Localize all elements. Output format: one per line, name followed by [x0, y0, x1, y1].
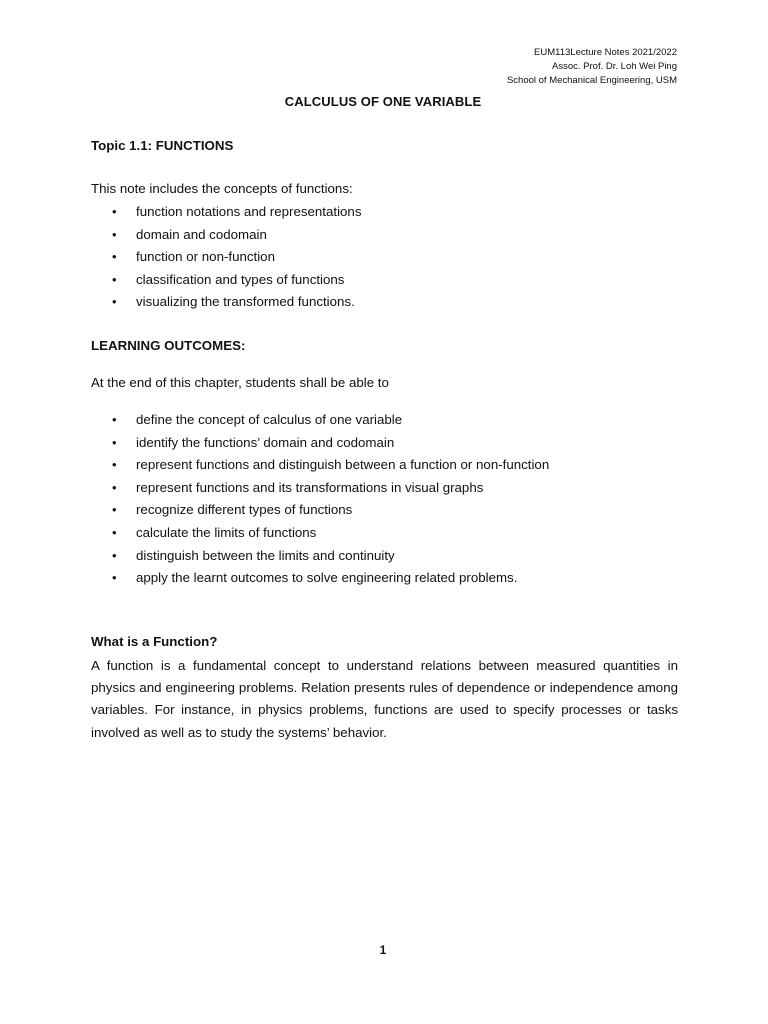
bullet-icon: •: [112, 479, 117, 495]
list-item: [112, 248, 361, 271]
header-author-line: Assoc. Prof. Dr. Loh Wei Ping: [552, 61, 677, 72]
list-item: [112, 547, 549, 570]
page-number: 1: [379, 943, 387, 957]
list-item-text: function or non-function: [136, 249, 275, 265]
list-item-text: apply the learnt outcomes to solve engineering related problems.: [136, 570, 518, 586]
learning-outcomes-heading: LEARNING OUTCOMES:: [91, 338, 246, 353]
list-item: [112, 411, 549, 434]
list-item-text: distinguish between the limits and continuity: [136, 547, 395, 563]
bullet-icon: •: [112, 271, 117, 287]
list-item: [112, 203, 361, 226]
section-paragraph: A function is a fundamental concept to understand relations between measured quantities in physics and engineering problems. Relation presents rules of dependence or independence among variables. For instance, in physics problems, functions are used to specify processes or tasks involved as well as to study the systems’ behavior.: [91, 658, 678, 740]
list-item: [112, 479, 549, 502]
outcomes-list: [112, 411, 549, 592]
list-item: [112, 524, 549, 547]
bullet-icon: •: [112, 294, 117, 310]
list-item-text: calculate the limits of functions: [136, 524, 317, 540]
list-item-text: visualizing the transformed functions.: [136, 294, 355, 310]
bullet-icon: •: [112, 249, 117, 265]
list-item-text: classification and types of functions: [136, 271, 345, 287]
list-item-text: define the concept of calculus of one variable: [136, 412, 403, 427]
bullet-icon: •: [112, 570, 117, 586]
list-item-text: domain and codomain: [136, 226, 267, 242]
list-item-text: identify the functions’ domain and codomain: [136, 434, 395, 450]
concepts-list: [112, 203, 361, 316]
intro-text: This note includes the concepts of functions:: [91, 181, 353, 196]
list-item-text: represent functions and distinguish between a function or non-function: [136, 457, 550, 473]
list-item: [112, 226, 361, 249]
header-course-line: EUM113Lecture Notes 2021/2022: [534, 47, 677, 58]
list-item: [112, 293, 361, 316]
list-item: [112, 271, 361, 294]
header-school-line: School of Mechanical Engineering, USM: [506, 75, 677, 86]
bullet-icon: •: [112, 524, 117, 540]
bullet-icon: •: [112, 412, 117, 427]
list-item: [112, 456, 549, 479]
list-item-text: represent functions and its transformations in visual graphs: [136, 479, 484, 495]
bullet-icon: •: [112, 457, 117, 473]
bullet-icon: •: [112, 226, 117, 242]
bullet-icon: •: [112, 547, 117, 563]
list-item: [112, 569, 549, 592]
bullet-icon: •: [112, 204, 117, 219]
page-header: [507, 46, 677, 88]
outcomes-intro-text: At the end of this chapter, students shall be able to: [91, 375, 389, 390]
list-item: [112, 501, 549, 524]
bullet-icon: •: [112, 434, 117, 450]
document-title: CALCULUS OF ONE VARIABLE: [284, 94, 482, 109]
list-item: [112, 434, 549, 457]
list-item-text: recognize different types of functions: [136, 502, 353, 518]
topic-heading: Topic 1.1: FUNCTIONS: [91, 138, 234, 153]
bullet-icon: •: [112, 502, 117, 518]
section-heading: What is a Function?: [91, 634, 218, 649]
list-item-text: function notations and representations: [136, 204, 362, 219]
